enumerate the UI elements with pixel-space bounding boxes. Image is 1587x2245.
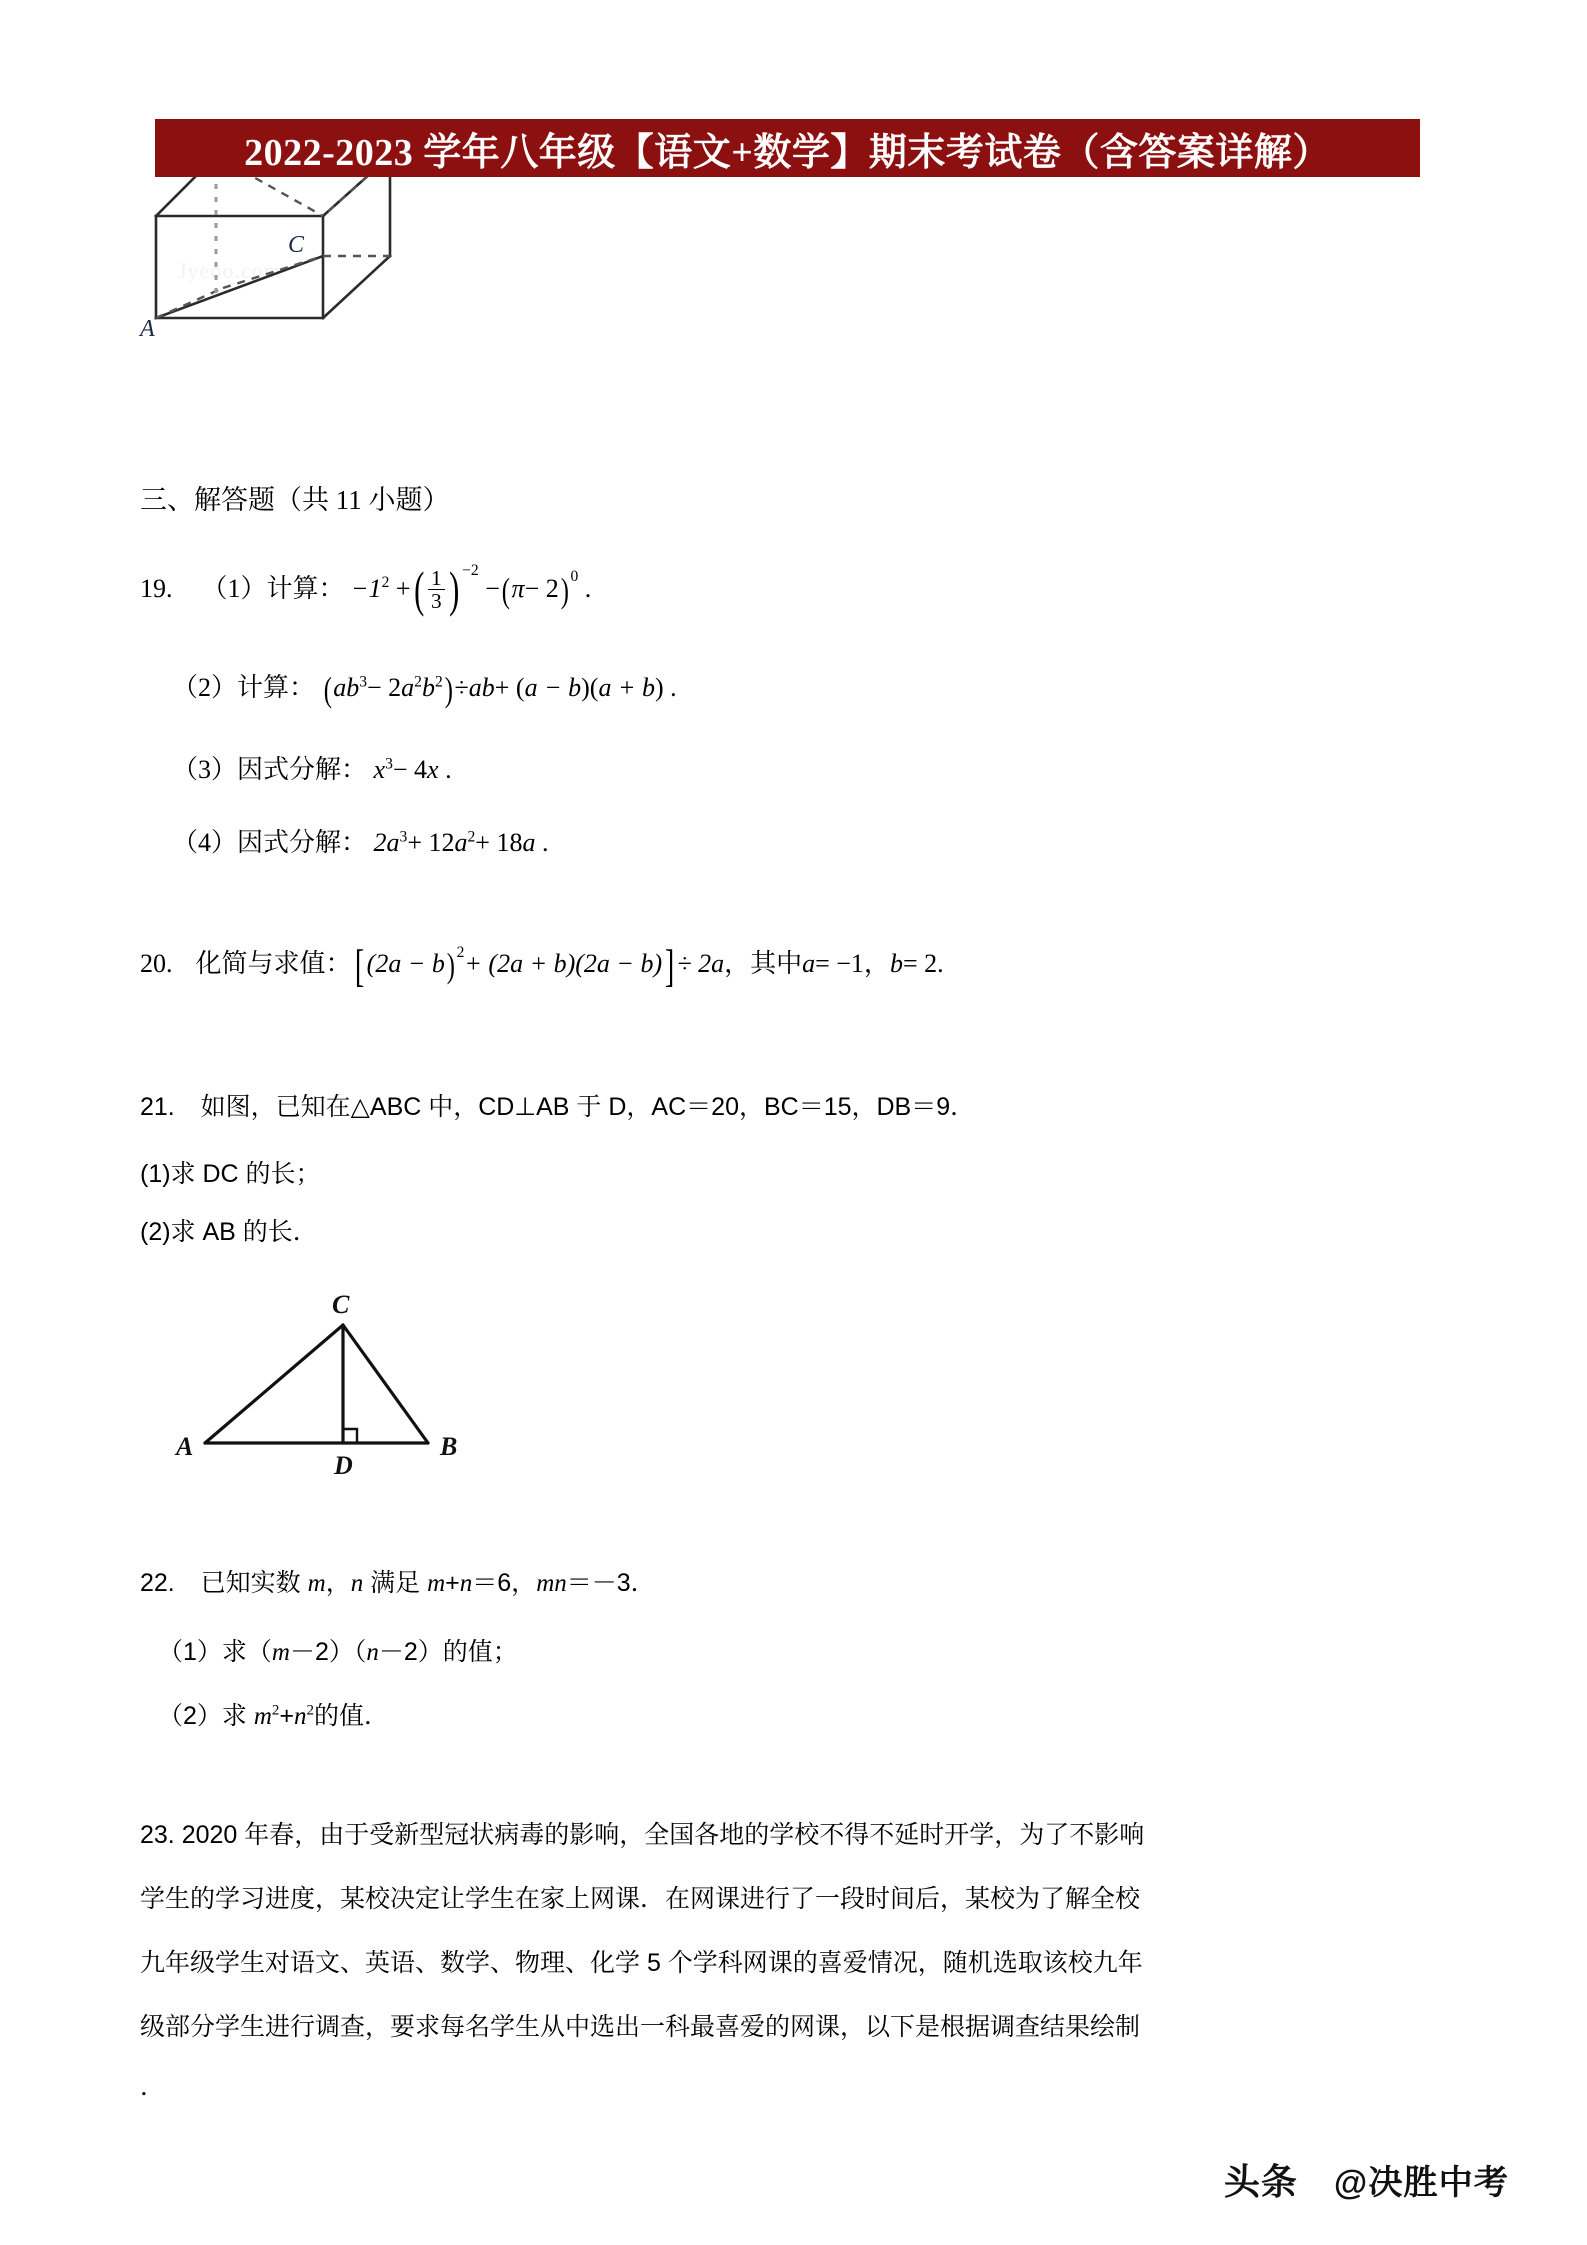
q22-eq1-n: n: [459, 1570, 473, 1597]
figure-watermark: Jyeoo.com: [178, 258, 282, 283]
paren-close-icon: ): [446, 946, 455, 985]
question-19-part3: [172, 750, 452, 790]
q19-p1-exp3: 0: [570, 568, 579, 586]
q19-p1-minus2: − 2: [524, 573, 559, 603]
q19-part4-label: （4）因式分解：: [172, 828, 368, 857]
q22-sub2-plus: +: [279, 1702, 295, 1730]
q19-p4-exp: 3: [399, 828, 408, 846]
q22-eq2-value: ＝－3．: [566, 1569, 656, 1597]
triangle-label-d: D: [334, 1451, 353, 1480]
q19-p1-pi: π: [511, 573, 525, 603]
q19-p2-t1: a − b: [524, 673, 582, 702]
q22-stem-post: 满足: [363, 1569, 428, 1597]
q21-sub2: (2)求 AB 的长．: [140, 1218, 318, 1246]
triangle-label-a: A: [176, 1432, 194, 1461]
q22-sub2-post: 的值．: [314, 1702, 390, 1730]
q19-p1-numerator: 1: [430, 566, 442, 590]
q22-stem-mid: ，: [325, 1569, 351, 1597]
paren-close-icon: ): [448, 561, 459, 617]
q22-sub1: [158, 1633, 518, 1673]
q22-sub2-pre: （2）求: [158, 1702, 254, 1730]
q22-number: 22.: [140, 1569, 175, 1597]
paren-open-icon: (: [501, 570, 510, 610]
q22-sub2-n-exp: 2: [306, 1702, 315, 1719]
q22-eq2-n: n: [554, 1570, 567, 1597]
q19-p1-exp2: −2: [462, 562, 479, 580]
q19-p1-fraction: [428, 567, 445, 613]
q22-var-n: n: [350, 1570, 364, 1597]
q20-cond-b: b: [889, 949, 903, 978]
q20-term2: + (2a + b)(2a − b): [464, 949, 663, 978]
q22-sub2-m-exp: 2: [271, 1702, 280, 1719]
q23-line-1: 23. 2020 年春，由于受新型冠状病毒的影响，全国各地的学校不得不延时开学，为了不影响: [140, 1821, 1145, 1849]
q23-line-4: 级部分学生进行调查，要求每名学生从中选出一科最喜爱的网课，以下是根据调查结果绘制: [140, 2013, 1141, 2041]
q22-eq1-plus: +: [445, 1569, 460, 1597]
q23-line-5: ．: [140, 2073, 166, 2101]
triangle-label-c: C: [332, 1290, 350, 1319]
q20-term1-exp: 2: [456, 944, 465, 962]
page-title-banner: [155, 119, 1420, 177]
q22-stem-pre: 已知实数: [200, 1569, 308, 1597]
q20-number: 20.: [140, 949, 173, 978]
q19-p1-term1: −1: [351, 573, 382, 603]
q19-p2-t2: )(: [581, 673, 599, 702]
q20-period: .: [937, 949, 944, 978]
q19-p3-period: .: [445, 755, 452, 784]
footer-at-handle: @决胜中考: [1333, 2164, 1509, 2202]
q19-p3-x: x: [373, 755, 386, 784]
q19-p2-t4: ): [654, 673, 664, 702]
q20-label: 化简与求值：: [195, 949, 352, 978]
q19-part3-label: （3）因式分解：: [172, 755, 368, 784]
q22-sub1-n: n: [366, 1639, 379, 1666]
q19-number: 19.: [140, 573, 173, 603]
q19-p2-a2-exp: 2: [414, 673, 422, 691]
q20-cond-sep: ，: [863, 949, 890, 978]
q22-eq1-value: ＝6，: [472, 1569, 537, 1597]
q19-p4-a3: a: [522, 828, 536, 857]
q19-p2-a2: a: [401, 673, 415, 702]
question-20: [140, 939, 944, 991]
question-22-stem: [140, 1564, 656, 1604]
q21-stem: 如图，已知在△ABC 中，CD⊥AB 于 D，AC＝20，BC＝15，DB＝9．: [200, 1093, 976, 1121]
q19-p2-minus: − 2: [367, 673, 402, 702]
q23-line-3: 九年级学生对语文、英语、数学、物理、化学 5 个学科网课的喜爱情况，随机选取该校九年: [140, 1949, 1143, 1977]
paren-open-icon: (: [413, 561, 424, 617]
q19-p2-plus: + (: [494, 673, 525, 702]
footer-brand: 头条: [1223, 2161, 1298, 2202]
q19-p3-x2: x: [427, 755, 439, 784]
q19-p2-ab: ab: [333, 673, 360, 702]
q19-p2-b2: b: [421, 673, 435, 702]
q19-p3-exp: 3: [385, 755, 393, 773]
question-19-part4: [172, 823, 548, 863]
q22-sub1-mid: －2）（: [289, 1638, 367, 1666]
question-19: [140, 561, 592, 617]
q19-p2-div: ÷: [454, 673, 469, 702]
q19-p1-exp1: 2: [381, 574, 390, 592]
q20-cond-b-value: = 2: [902, 949, 938, 978]
footer-watermark: [1224, 2154, 1509, 2205]
question-19-part2: [172, 668, 677, 708]
q19-p2-b2-exp: 2: [434, 673, 443, 691]
q19-part1-label: （1）计算：: [201, 573, 345, 603]
triangle-figure: [160, 1265, 500, 1480]
q19-p1-denominator: 3: [428, 589, 445, 612]
q20-term1: (2a − b: [366, 949, 445, 978]
q19-p1-plus: +: [395, 573, 411, 603]
q22-sub2-n: n: [294, 1703, 307, 1730]
q21-number: 21.: [140, 1093, 175, 1121]
cube-label-a: A: [140, 316, 155, 338]
q22-eq2-m: m: [536, 1570, 555, 1597]
q19-p3-rest: − 4: [392, 755, 428, 784]
q19-p4-a2: a: [454, 828, 468, 857]
paren-open-icon: (: [323, 670, 332, 709]
cube-label-c: C: [288, 232, 305, 258]
triangle-label-b: B: [440, 1432, 458, 1461]
q19-p1-minus: −: [485, 573, 500, 603]
q19-p2-period: .: [670, 673, 677, 702]
question-21-stem-row: [140, 1088, 975, 1127]
q19-p2-divisor: ab: [468, 673, 495, 702]
bracket-close-icon: ]: [665, 939, 675, 991]
q22-sub1-m: m: [271, 1639, 290, 1666]
q19-p4-tail: + 18: [475, 828, 523, 857]
q22-var-m: m: [307, 1570, 326, 1597]
q22-sub2-m: m: [253, 1703, 272, 1730]
q19-p4-mid: + 12: [407, 828, 455, 857]
bracket-open-icon: [: [354, 939, 364, 991]
q19-p4-period: .: [541, 828, 549, 857]
q19-p2-t3: a + b: [598, 673, 655, 702]
q19-p1-period: .: [584, 573, 592, 603]
q22-sub1-pre: （1）求（: [158, 1638, 272, 1666]
q19-p2-ab-exp: 3: [359, 673, 367, 691]
q20-term3: ÷ 2a: [677, 949, 725, 978]
q21-sub1: (1)求 DC 的长；: [140, 1160, 321, 1188]
q20-cond-a-value: = −1: [815, 949, 864, 978]
q19-p4-a: 2a: [373, 828, 400, 857]
q23-line-2: 学生的学习进度，某校决定让学生在家上网课．在网课进行了一段时间后，某校为了解全校: [140, 1885, 1141, 1913]
q20-cond-a: a: [802, 949, 816, 978]
q22-sub2: [158, 1697, 389, 1737]
paren-close-icon: ): [444, 670, 453, 709]
q19-p4-exp2: 2: [467, 828, 476, 846]
paren-close-icon: ): [560, 570, 569, 610]
q20-cond-pre: ，其中: [724, 949, 803, 978]
q22-eq1-m: m: [427, 1570, 446, 1597]
section-heading: 三、解答题（共 11 小题）: [140, 485, 450, 515]
q19-part2-label: （2）计算：: [172, 673, 316, 702]
page-title: 2022-2023 学年八年级【语文+数学】期末考试卷（含答案详解）: [244, 131, 1331, 174]
q22-sub1-post: －2）的值；: [378, 1638, 518, 1666]
